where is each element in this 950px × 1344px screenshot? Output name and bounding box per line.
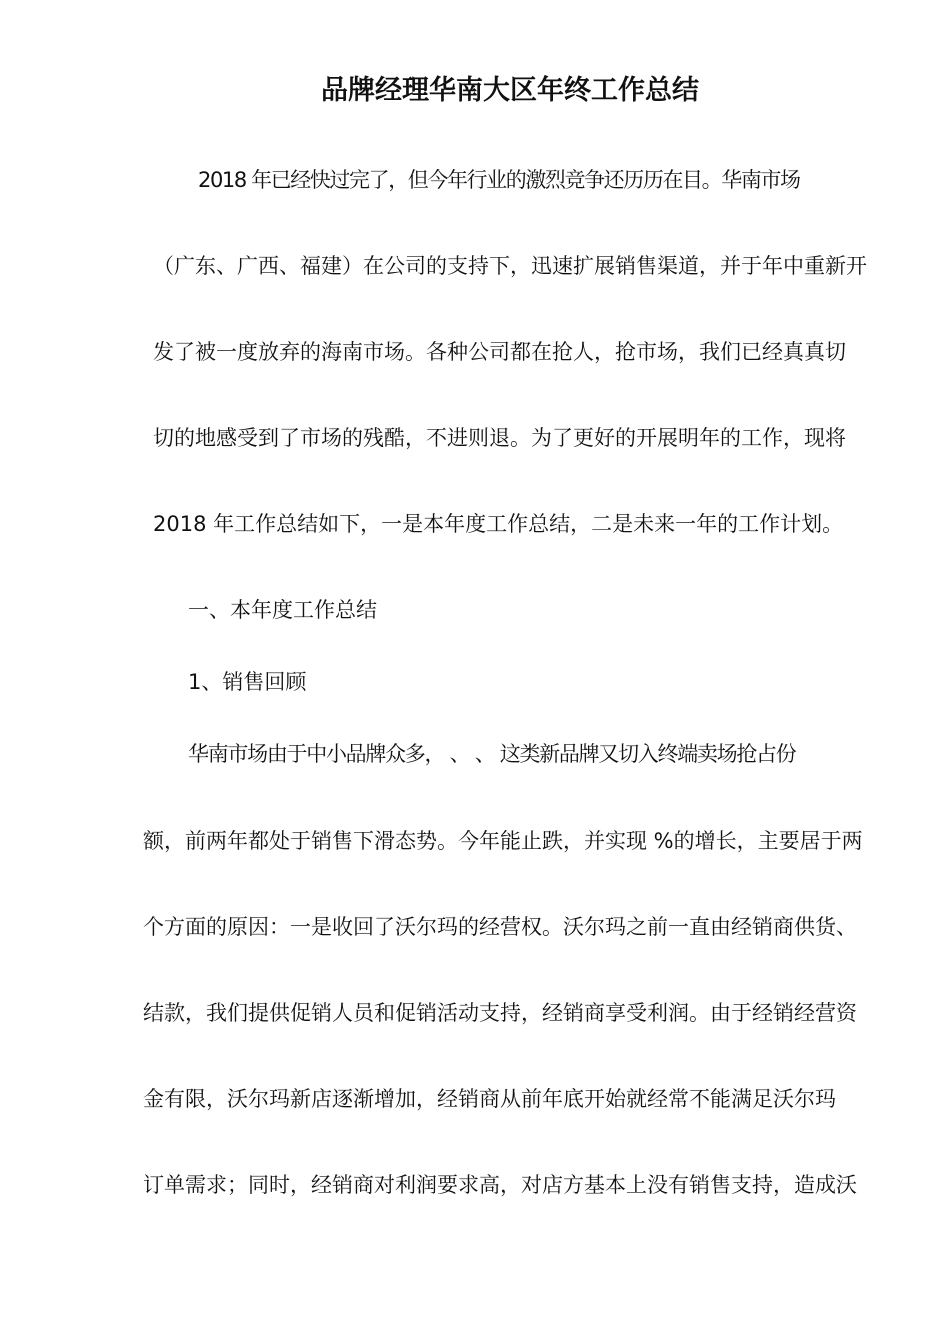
body-line-1: 华南市场由于中小品牌众多， 、 、 这类新品牌又切入终端卖场抢占份 xyxy=(188,742,796,766)
section-heading: 一、本年度工作总结 xyxy=(188,598,377,622)
body-line-2: 额，前两年都处于销售下滑态势。今年能止跌，并实现 %的增长，主要居于两 xyxy=(143,829,863,853)
body-line-4: 结款，我们提供促销人员和促销活动支持，经销商享受利润。由于经销经营资 xyxy=(143,1001,857,1025)
body-line-3: 个方面的原因：一是收回了沃尔玛的经营权。沃尔玛之前一直由经销商供货、 xyxy=(143,915,857,939)
subsection-heading: 1、销售回顾 xyxy=(188,670,307,694)
intro-line-2: （广东、广西、福建）在公司的支持下，迅速扩展销售渠道，并于年中重新开 xyxy=(153,254,867,278)
intro-line-4: 切的地感受到了市场的残酷，不进则退。为了更好的开展明年的工作，现将 xyxy=(153,426,846,450)
intro-line-1: 2018 年已经快过完了，但今年行业的激烈竞争还历历在目。华南市场 xyxy=(198,168,800,192)
document-title: 品牌经理华南大区年终工作总结 xyxy=(321,75,699,106)
intro-line-5: 2018 年工作总结如下，一是本年度工作总结，二是未来一年的工作计划。 xyxy=(153,512,844,536)
intro-line-3: 发了被一度放弃的海南市场。各种公司都在抢人，抢市场，我们已经真真切 xyxy=(153,340,846,364)
body-line-5: 金有限，沃尔玛新店逐渐增加，经销商从前年底开始就经常不能满足沃尔玛 xyxy=(143,1087,836,1111)
body-line-6: 订单需求；同时，经销商对利润要求高，对店方基本上没有销售支持，造成沃 xyxy=(143,1173,857,1197)
